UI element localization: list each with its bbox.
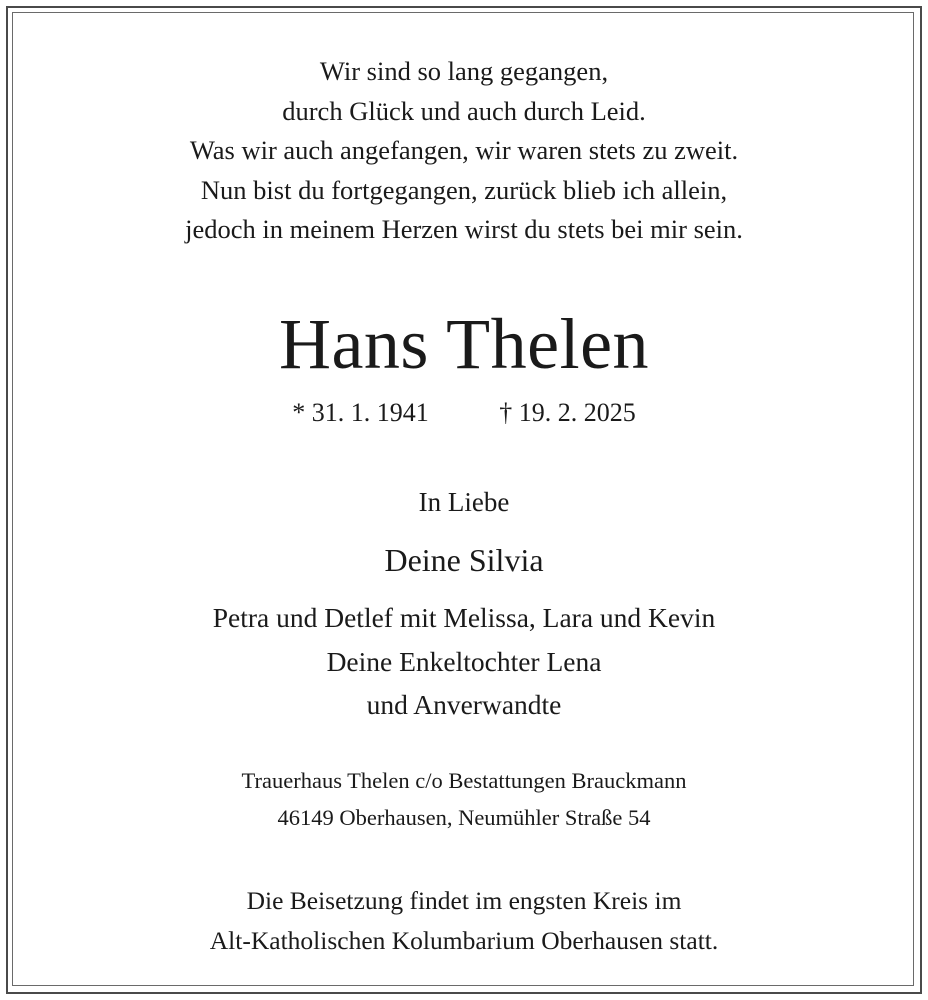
family-list [0, 596, 928, 727]
family-line: und Anverwandte [366, 689, 562, 720]
poem-line: jedoch in meinem Herzen wirst du stets bei mir sein. [185, 214, 743, 244]
mourning-address [0, 762, 928, 836]
deceased-name: Hans Thelen [278, 304, 650, 384]
death-date: † 19. 2. 2025 [499, 398, 636, 427]
poem-line: Was wir auch angefangen, wir waren stets zu zweit. [189, 135, 739, 165]
burial-line: Die Beisetzung findet im engsten Kreis im [246, 886, 682, 915]
birth-date: * 31. 1. 1941 [292, 398, 429, 427]
spouse-name: Deine Silvia [384, 542, 544, 578]
in-love-intro: In Liebe [418, 487, 510, 517]
poem-line: Wir sind so lang gegangen, [319, 56, 609, 86]
address-line: Trauerhaus Thelen c/o Bestattungen Brauckmann [241, 768, 687, 793]
family-line: Petra und Detlef mit Melissa, Lara und Kevin [212, 602, 716, 633]
address-line: 46149 Oberhausen, Neumühler Straße 54 [277, 805, 651, 830]
burial-notice [0, 881, 928, 961]
burial-line: Alt-Katholischen Kolumbarium Oberhausen statt. [209, 926, 719, 955]
poem-line: Nun bist du fortgegangen, zurück blieb ich allein, [200, 174, 728, 205]
life-dates [0, 396, 928, 430]
poem-line: durch Glück und auch durch Leid. [282, 95, 646, 126]
poem [0, 52, 928, 250]
family-line: Deine Enkeltochter Lena [326, 645, 602, 677]
